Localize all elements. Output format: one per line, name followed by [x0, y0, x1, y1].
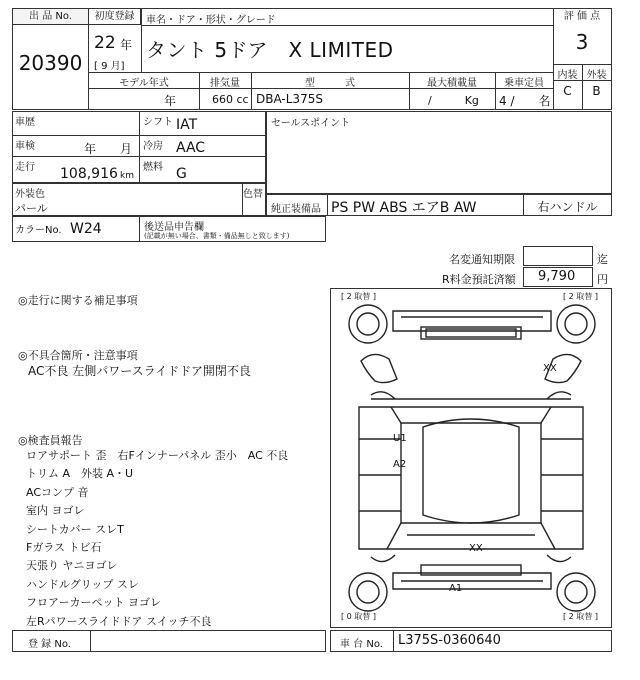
tag-front-right: [ 2 取替 ]	[563, 292, 598, 301]
ac-label: 冷房	[143, 141, 163, 152]
tag-rear-left: [ 0 取替 ]	[341, 612, 376, 621]
exterior-color-label: 外装色	[15, 189, 45, 200]
inspector-line: 室内 ヨゴレ	[26, 504, 85, 518]
inspection-unit: 年 月	[84, 142, 133, 156]
shift-value: IAT	[176, 117, 198, 133]
interior-grade: C	[563, 84, 572, 98]
exterior-grade-label: 外装	[586, 70, 607, 81]
mark-xx-center: XX	[469, 543, 483, 554]
damage-diagram	[330, 288, 612, 628]
inspector-line: 左Rパワースライドドア スイッチ不良	[26, 614, 212, 628]
inspector-line: ハンドルグリップ スレ	[26, 577, 139, 591]
oem-equip-label: 純正装備品	[271, 204, 321, 215]
driving-notes-heading: ◎走行に関する補足事項	[18, 294, 138, 307]
interior-grade-label: 内装	[557, 70, 578, 81]
name-change-box	[523, 246, 593, 266]
inspector-line: Fガラス トビ石	[26, 541, 102, 555]
defects-heading: ◎不具合箇所・注意事項	[18, 349, 138, 362]
shift-label: シフト	[143, 117, 173, 128]
color-no-label: カラーNo.	[15, 225, 62, 236]
mark-xx-right: XX	[543, 363, 557, 374]
mark-u1: U1	[393, 433, 407, 444]
aftermarket-label: 後送品申告欄	[144, 222, 204, 233]
model-year-label: モデル年式	[119, 78, 169, 89]
inspector-line: トリム A 外装 A・U	[26, 467, 134, 481]
model-year-unit: 年	[164, 94, 177, 108]
ac-value: AAC	[176, 140, 206, 156]
mileage: 108,916	[60, 166, 118, 182]
inspector-line: 天張り ヤニヨゴレ	[26, 559, 118, 573]
first-reg-label: 初度登録	[89, 9, 141, 25]
score-label: 評 価 点	[563, 11, 601, 22]
model-code: DBA-L375S	[256, 92, 323, 106]
max-load-label: 最大積載量	[427, 78, 477, 89]
fuel-value: G	[176, 166, 187, 182]
car-outline-svg	[331, 289, 611, 627]
inspection-label: 車検	[15, 141, 35, 152]
aftermarket-note: (記載が無い場合、書類・備品無しと致します)	[144, 232, 290, 240]
inspector-line: シートカバー スレT	[26, 522, 124, 536]
lot-label: 出 品 No.	[13, 9, 89, 25]
mileage-unit: km	[120, 171, 134, 181]
inspector-heading: ◎検査員報告	[18, 434, 83, 447]
mark-a1: A1	[449, 583, 463, 594]
exterior-color: パール	[15, 202, 48, 215]
inspector-report-list	[26, 447, 326, 631]
first-reg-year-unit: 年	[120, 38, 133, 52]
displacement: 660 cc	[212, 93, 249, 106]
chassis-label: 車 台 No.	[340, 639, 383, 650]
max-load: / Kg	[428, 94, 479, 107]
exterior-grade: B	[592, 84, 601, 98]
mark-a2: A2	[393, 459, 407, 470]
tag-front-left: [ 2 取替 ]	[341, 292, 376, 301]
fuel-label: 燃料	[143, 162, 163, 173]
color-no: W24	[70, 221, 102, 237]
car-name: タント 5ドア X LIMITED	[146, 38, 394, 62]
capacity-label: 乗車定員	[504, 78, 544, 89]
defect-line: AC不良 左側パワースライドドア開閉不良	[28, 364, 251, 378]
repaint-label: 色替	[243, 189, 263, 200]
inspector-line: ロアサポート 歪 右Fインナーパネル 歪小 AC 不良	[26, 449, 289, 462]
mileage-label: 走行	[15, 162, 35, 173]
name-change-unit: 迄	[597, 253, 608, 266]
inspector-line: フロアーカーペット ヨゴレ	[26, 596, 161, 610]
reg-no-label: 登 録 No.	[28, 639, 71, 650]
sales-points-label: セールスポイント	[271, 118, 351, 129]
recycle-unit: 円	[597, 273, 608, 286]
tag-rear-right: [ 2 取替 ]	[563, 612, 598, 621]
displacement-label: 排気量	[210, 78, 240, 89]
score-value: 3	[575, 30, 589, 54]
chassis-number: L375S-0360640	[398, 633, 501, 648]
car-name-label: 車名・ドア・形状・グレード	[146, 15, 276, 26]
name-change-label: 名変通知期限	[449, 253, 515, 266]
recycle-label: R料金預託済額	[442, 273, 516, 286]
steering: 右ハンドル	[537, 200, 598, 214]
first-reg-year: 22	[94, 33, 116, 53]
history-label: 車歴	[15, 117, 35, 128]
capacity: 4 / 名	[499, 94, 551, 108]
type-label: 型 式	[305, 78, 355, 89]
inspector-line: ACコンプ 音	[26, 485, 89, 499]
recycle-amount: 9,790	[538, 269, 576, 284]
color-block	[12, 183, 266, 216]
first-reg-month: [ 9 月]	[94, 61, 125, 72]
lot-number: 20390	[13, 25, 89, 109]
equipment-list: PS PW ABS エアB AW	[331, 200, 477, 216]
